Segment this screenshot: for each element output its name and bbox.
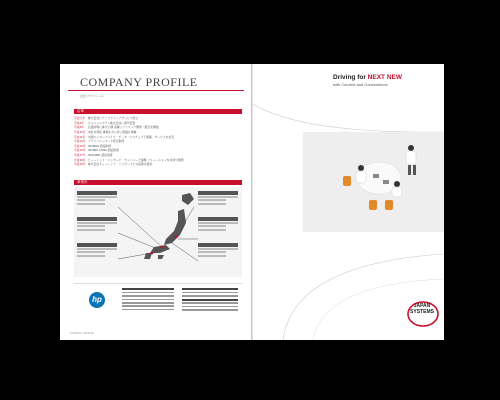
history-text: ISO9001 認証取得 bbox=[88, 143, 112, 148]
office-map bbox=[74, 187, 242, 277]
tagline-sub: with Comfort and Convenience bbox=[333, 82, 388, 87]
history-year: 平成16年 bbox=[74, 148, 86, 153]
offices-section-bar bbox=[74, 180, 242, 185]
history-text: ヒューレット・パッカード・カンパニーと提携 ソリューションを共同で展開 bbox=[88, 157, 184, 162]
history-text: 株式会社にてソフトウェアサービス設立 bbox=[88, 116, 139, 121]
history-year: 平成15年 bbox=[74, 143, 86, 148]
history-year: 平成17年 bbox=[74, 153, 86, 158]
meeting-illustration bbox=[303, 132, 444, 232]
brochure-spread bbox=[60, 64, 444, 340]
history-section-bar bbox=[74, 109, 242, 114]
office-block-6 bbox=[198, 243, 238, 257]
history-row bbox=[74, 134, 242, 139]
title-rule bbox=[68, 90, 244, 91]
office-block-4 bbox=[198, 191, 238, 205]
history-row bbox=[74, 116, 242, 121]
office-header bbox=[77, 191, 117, 195]
history-year: 平成4年 bbox=[74, 120, 84, 125]
history-year: 平成10年 bbox=[74, 130, 86, 135]
history-row bbox=[74, 153, 242, 158]
history-row bbox=[74, 148, 242, 153]
history-year: 平成19年 bbox=[74, 162, 86, 167]
history-text: プライバシーマーク認定取得 bbox=[88, 139, 125, 144]
hp-company-info bbox=[182, 288, 238, 313]
office-header bbox=[77, 243, 117, 247]
page-subtitle: 会社プロフィール bbox=[80, 94, 104, 98]
history-year: 平成13年 bbox=[74, 139, 86, 144]
office-header bbox=[198, 243, 238, 247]
history-year: 平成元年 bbox=[74, 116, 86, 121]
hp-description bbox=[122, 288, 174, 312]
history-row bbox=[74, 130, 242, 135]
hp-logo: hp bbox=[89, 292, 105, 308]
office-block-3 bbox=[77, 243, 117, 257]
history-row bbox=[74, 125, 242, 130]
office-meeting-photo bbox=[303, 132, 444, 232]
tagline-accent: NEXT NEW bbox=[367, 74, 402, 81]
history-row bbox=[74, 121, 242, 126]
history-text: 株式会社ヒューレット・パッカードとの協業を強化 bbox=[88, 162, 153, 167]
history-text: 店頭市場に株式公開 各種ソフトウェア開発・販売を開始 bbox=[88, 125, 159, 130]
history-row bbox=[74, 157, 242, 162]
office-header bbox=[77, 217, 117, 221]
history-year: 平成6年 bbox=[74, 125, 84, 130]
offices-section-label: 事業所 bbox=[77, 180, 88, 184]
history-row bbox=[74, 139, 242, 144]
history-list bbox=[74, 116, 242, 167]
history-year: 平成11年 bbox=[74, 134, 86, 139]
japan-systems-logo-text: JAPAN SYSTEMS bbox=[410, 303, 434, 315]
history-text: 本社を移転 事業拡大に伴い組織を再編 bbox=[88, 130, 137, 135]
office-block-2 bbox=[77, 217, 117, 231]
history-text: ISO/IEC 27001 認証取得 bbox=[88, 148, 119, 153]
page-footer: COMPANY PROFILE bbox=[70, 332, 94, 335]
history-year: 平成18年 bbox=[74, 157, 86, 162]
office-block-hq bbox=[77, 191, 117, 205]
office-block-5 bbox=[198, 217, 238, 231]
history-row bbox=[74, 144, 242, 149]
history-text: 米国エンタープライズ・データ・システムズと提携、サービスを拡充 bbox=[88, 134, 175, 139]
history-section-label: 沿革 bbox=[77, 109, 84, 113]
office-header bbox=[198, 217, 238, 221]
left-page bbox=[60, 64, 251, 340]
tagline-main: Driving for NEXT NEW bbox=[333, 74, 402, 81]
history-text: ジャパンシステム株式会社に商号変更 bbox=[88, 120, 136, 125]
office-header bbox=[198, 191, 238, 195]
right-page bbox=[253, 64, 444, 340]
tagline bbox=[333, 74, 443, 87]
history-row bbox=[74, 162, 242, 167]
hp-partner-box bbox=[74, 283, 242, 326]
history-text: ISO14001 認証取得 bbox=[88, 153, 113, 158]
page-title: COMPANY PROFILE bbox=[80, 75, 198, 89]
